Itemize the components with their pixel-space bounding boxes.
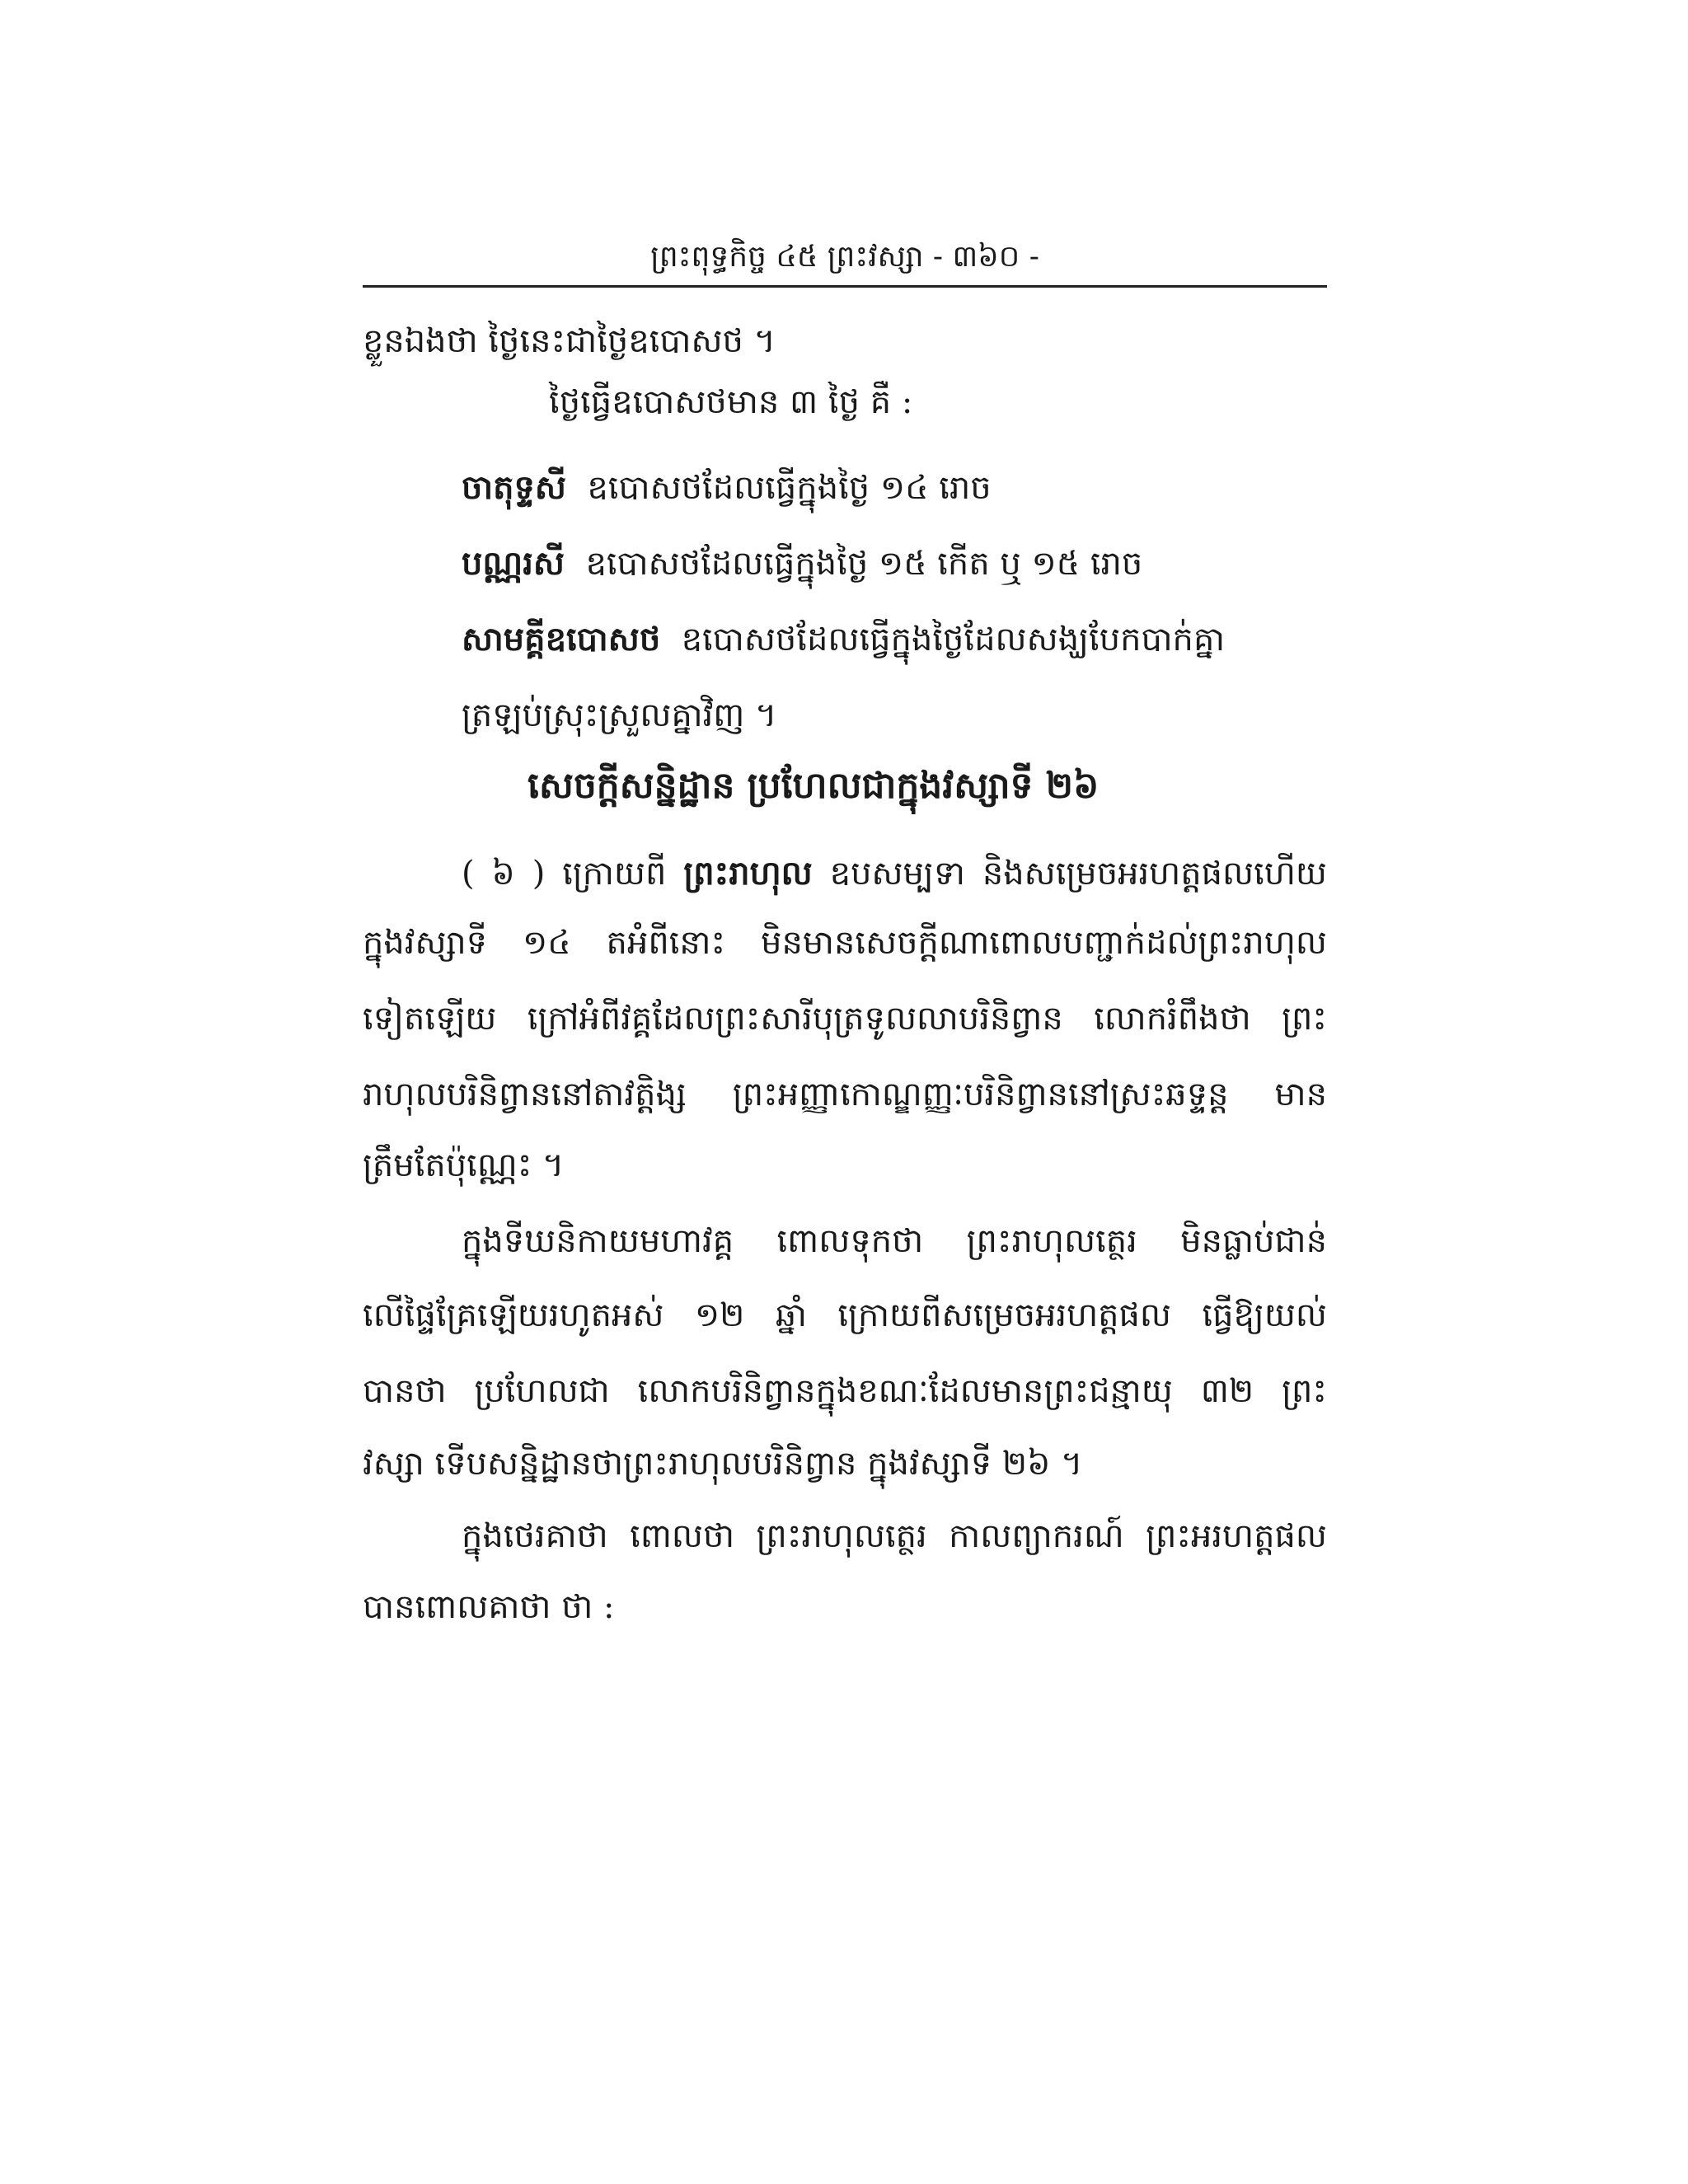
definition-term: បណ្ណរសី	[462, 544, 565, 583]
name-emphasis: ព្រះរាហុល	[683, 854, 813, 893]
definition-text: ឧបោសថដែលធ្វើក្នុងថ្ងៃដែលសង្ឃបែកបាក់គ្នា	[681, 621, 1226, 658]
definition-text: ឧបោសថដែលធ្វើក្នុងថ្ងៃ ១៤ រោច	[587, 469, 992, 507]
paragraph-number: ( ៦ ) ក្រោយពី	[462, 855, 667, 893]
text-line: ខ្លួនឯងថា ថ្ងៃនេះជាថ្ងៃឧបោសថ ។	[363, 322, 776, 360]
section-heading: សេចក្តីសន្និដ្ឋាន ប្រហែលជាក្នុងវស្សាទី ២៦	[528, 765, 1100, 807]
text-line: ត្រឡប់ស្រុះស្រួលគ្នាវិញ ។	[462, 696, 777, 734]
header-rule	[363, 285, 1327, 288]
paragraph-text: ឧបសម្បទា និងសម្រេចអរហត្តផលហើយ	[829, 855, 1327, 893]
paragraph-line: ក្នុងទីឃនិកាយមហាវគ្គ ពោលទុកថា ព្រះរាហុលត្ថេរ មិនធ្លាប់ជាន់	[462, 1222, 1327, 1260]
paragraph-line: ទៀតឡើយ ក្រៅអំពីវគ្គដែលព្រះសារីបុត្រទូលលាបរិនិព្វាន លោករំពឹងថា ព្រះ	[363, 1000, 1327, 1038]
paragraph-line: រាហុលបរិនិព្វាននៅតាវត្តិង្ស ព្រះអញ្ញាកោណ្ឌញ្ញៈបរិនិព្វាននៅស្រះឆទ្ទន្ត មាន	[363, 1076, 1327, 1113]
paragraph-line: វស្សា ទើបសន្និដ្ឋានថាព្រះរាហុលបរិនិព្វាន ក្នុងវស្សាទី ២៦ ។	[363, 1445, 1083, 1483]
paragraph-line: ក្នុងថេរគាថា ពោលថា ព្រះរាហុលត្ថេរ កាលព្យាករណ៍ ព្រះអរហត្តផល	[462, 1517, 1327, 1555]
definition-line	[462, 458, 1327, 518]
definition-line	[462, 610, 1327, 669]
paragraph-line: ត្រឹមតែប៉ុណ្ណេះ ។	[363, 1146, 565, 1184]
paragraph-line: លើផ្ទៃគ្រែឡើយរហូតអស់ ១២ ឆ្នាំ ក្រោយពីសម្រេចអរហត្តផល ធ្វើឱ្យយល់	[363, 1296, 1327, 1334]
text-line: ថ្ងៃធ្វើឧបោសថមាន ៣ ថ្ងៃ គឺ :	[549, 383, 913, 421]
paragraph-line: បានពោលគាថា ថា :	[363, 1588, 615, 1626]
definition-term: សាមគ្គីឧបោសថ	[462, 620, 661, 658]
definition-text: ឧបោសថដែលធ្វើក្នុងថ្ងៃ ១៥ កើត ឬ ១៥ រោច	[585, 545, 1143, 583]
paragraph-line	[462, 844, 1327, 903]
definition-term: ចាតុទ្ទសី	[462, 468, 566, 507]
definition-line	[462, 534, 1327, 593]
running-header: ព្រះពុទ្ធកិច្ច ៤៥ ព្រះវស្សា - ៣៦០ -	[650, 240, 1039, 274]
paragraph-line: បានថា ប្រហែលជា លោកបរិនិព្វានក្នុងខណៈដែលមានព្រះជន្មាយុ ៣២ ព្រះ	[363, 1372, 1327, 1410]
paragraph-line: ក្នុងវស្សាទី ១៤ តអំពីនោះ មិនមានសេចក្តីណាពោលបញ្ជាក់ដល់ព្រះរាហុល	[363, 924, 1327, 962]
